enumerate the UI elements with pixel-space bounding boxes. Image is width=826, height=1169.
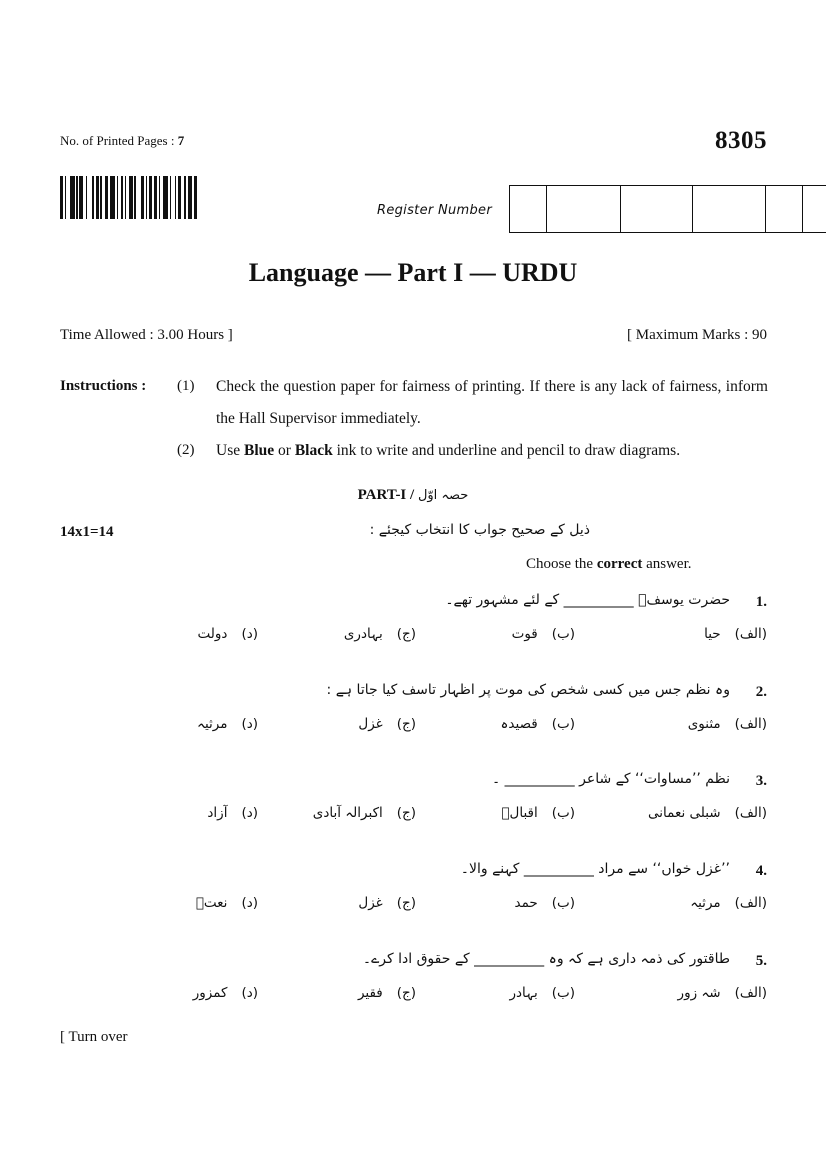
option-text: نعتؐ bbox=[195, 895, 228, 911]
option-text: کمزور bbox=[192, 985, 228, 1001]
paper-code: 8305 bbox=[715, 127, 767, 154]
option-label: (ب) bbox=[551, 985, 575, 1001]
answer-option bbox=[358, 716, 416, 732]
answer-option bbox=[196, 895, 258, 911]
answer-option bbox=[704, 626, 767, 642]
instruction-text: Check the question paper for fairness of printing. If there is any lack of fairness, inform the Hall Supervisor immediately. bbox=[216, 378, 768, 427]
instruction-bold-black: Black bbox=[294, 442, 333, 459]
question-text: نظم ’’مساوات‘‘ کے شاعر __________ ۔ bbox=[492, 771, 730, 787]
answer-option bbox=[358, 895, 416, 911]
answer-option bbox=[198, 626, 258, 642]
answer-option bbox=[313, 805, 416, 821]
part-heading bbox=[0, 487, 826, 504]
option-label: (ب) bbox=[551, 716, 575, 732]
option-label: (د) bbox=[241, 985, 258, 1001]
answer-option bbox=[688, 716, 767, 732]
option-text: دولت bbox=[197, 626, 228, 642]
register-number-label: Register Number bbox=[377, 203, 492, 218]
printed-pages-note bbox=[60, 133, 184, 149]
option-text: غزل bbox=[358, 716, 383, 732]
answer-option bbox=[501, 805, 575, 821]
choose-instruction bbox=[526, 556, 692, 573]
instructions-label: Instructions : bbox=[60, 378, 147, 394]
instruction-number: (2) bbox=[177, 442, 195, 458]
option-label: (ب) bbox=[551, 805, 575, 821]
barcode bbox=[60, 176, 198, 219]
choose-post: answer. bbox=[642, 556, 692, 572]
question-number: 2. bbox=[755, 684, 767, 700]
option-label: (د) bbox=[241, 895, 258, 911]
question-number: 1. bbox=[755, 594, 767, 610]
barcode-bar bbox=[194, 176, 197, 219]
option-text: شہ زور bbox=[677, 985, 721, 1001]
option-label: (الف) bbox=[734, 716, 767, 732]
option-label: (د) bbox=[241, 805, 258, 821]
instruction-bold-blue: Blue bbox=[243, 442, 275, 459]
option-label: (ب) bbox=[551, 626, 575, 642]
option-label: (الف) bbox=[734, 805, 767, 821]
turn-over-note: [ Turn over bbox=[60, 1029, 128, 1045]
maximum-marks: [ Maximum Marks : 90 bbox=[627, 327, 767, 343]
option-label: (ج) bbox=[396, 985, 416, 1001]
option-label: (ج) bbox=[396, 626, 416, 642]
register-digit-box[interactable] bbox=[803, 186, 826, 232]
option-text: اقبالؔ bbox=[501, 805, 538, 821]
instruction-text bbox=[216, 435, 768, 467]
option-text: قصیدہ bbox=[500, 716, 538, 732]
section-marks: 14x1=14 bbox=[60, 524, 114, 540]
answer-option bbox=[648, 805, 767, 821]
register-digit-box[interactable] bbox=[693, 186, 766, 232]
answer-option bbox=[197, 716, 258, 732]
answer-option bbox=[193, 985, 258, 1001]
question-number: 3. bbox=[755, 773, 767, 789]
paper-title: Language — Part I — URDU bbox=[248, 258, 578, 287]
option-label: (د) bbox=[241, 626, 258, 642]
question-text: ’’غزل خواں‘‘ سے مراد __________ کہنے والا۔ bbox=[460, 861, 730, 877]
answer-option bbox=[358, 985, 416, 1001]
section-instruction-urdu: ذیل کے صحیح جواب کا انتخاب کیجئے : bbox=[369, 522, 590, 538]
register-number-boxes[interactable] bbox=[509, 185, 826, 233]
register-digit-box[interactable] bbox=[621, 186, 693, 232]
option-label: (ج) bbox=[396, 895, 416, 911]
answer-option bbox=[344, 626, 416, 642]
option-label: (ب) bbox=[551, 895, 575, 911]
answer-option bbox=[678, 985, 767, 1001]
option-text: حیا bbox=[704, 626, 721, 642]
option-label: (د) bbox=[241, 716, 258, 732]
printed-pages-value: 7 bbox=[177, 133, 185, 148]
answer-option bbox=[515, 895, 576, 911]
choose-bold: correct bbox=[596, 556, 643, 572]
instruction-text-pre: Use bbox=[216, 442, 244, 459]
answer-option bbox=[512, 626, 575, 642]
question-number: 5. bbox=[755, 953, 767, 969]
question-text: طاقتور کی ذمہ داری ہے کہ وہ __________ کے حقوق ادا کرے۔ bbox=[362, 951, 730, 967]
time-allowed: Time Allowed : 3.00 Hours ] bbox=[60, 327, 233, 343]
instruction-text-post: ink to write and underline and pencil to draw diagrams. bbox=[332, 442, 681, 459]
register-digit-box[interactable] bbox=[510, 186, 547, 232]
option-text: حمد bbox=[514, 895, 538, 911]
part-heading-en: PART-I / bbox=[357, 487, 415, 503]
instruction-number: (1) bbox=[177, 378, 195, 394]
option-label: (الف) bbox=[734, 626, 767, 642]
answer-option bbox=[690, 895, 767, 911]
option-text: مرثیہ bbox=[690, 895, 721, 911]
option-text: شبلی نعمانی bbox=[648, 805, 721, 821]
option-text: مرثیہ bbox=[197, 716, 228, 732]
option-text: اکبرالہ آبادی bbox=[312, 805, 383, 821]
answer-option bbox=[501, 716, 575, 732]
option-text: بہادر bbox=[509, 985, 538, 1001]
option-label: (الف) bbox=[734, 895, 767, 911]
question-number: 4. bbox=[755, 863, 767, 879]
register-digit-box[interactable] bbox=[547, 186, 621, 232]
option-text: آزاد bbox=[207, 805, 228, 821]
option-text: غزل bbox=[358, 895, 383, 911]
option-text: مثنوی bbox=[687, 716, 721, 732]
option-label: (ج) bbox=[396, 805, 416, 821]
question-text: حضرت یوسفؑ __________ کے لئے مشہور تھے۔ bbox=[445, 592, 730, 608]
choose-pre: Choose the bbox=[526, 556, 597, 572]
option-label: (الف) bbox=[734, 985, 767, 1001]
printed-pages-label: No. of Printed Pages : bbox=[60, 133, 178, 148]
register-digit-box[interactable] bbox=[766, 186, 803, 232]
option-text: بہادری bbox=[343, 626, 383, 642]
question-text: وہ نظم جس میں کسی شخص کی موت پر اظہار تاسف کیا جاتا ہے : bbox=[326, 682, 730, 698]
option-text: قوت bbox=[511, 626, 538, 642]
part-heading-ur: حصہ اوّل bbox=[417, 488, 469, 503]
answer-option bbox=[509, 985, 575, 1001]
instruction-text-mid: or bbox=[274, 442, 295, 459]
option-label: (ج) bbox=[396, 716, 416, 732]
option-text: فقیر bbox=[357, 985, 383, 1001]
answer-option bbox=[207, 805, 258, 821]
